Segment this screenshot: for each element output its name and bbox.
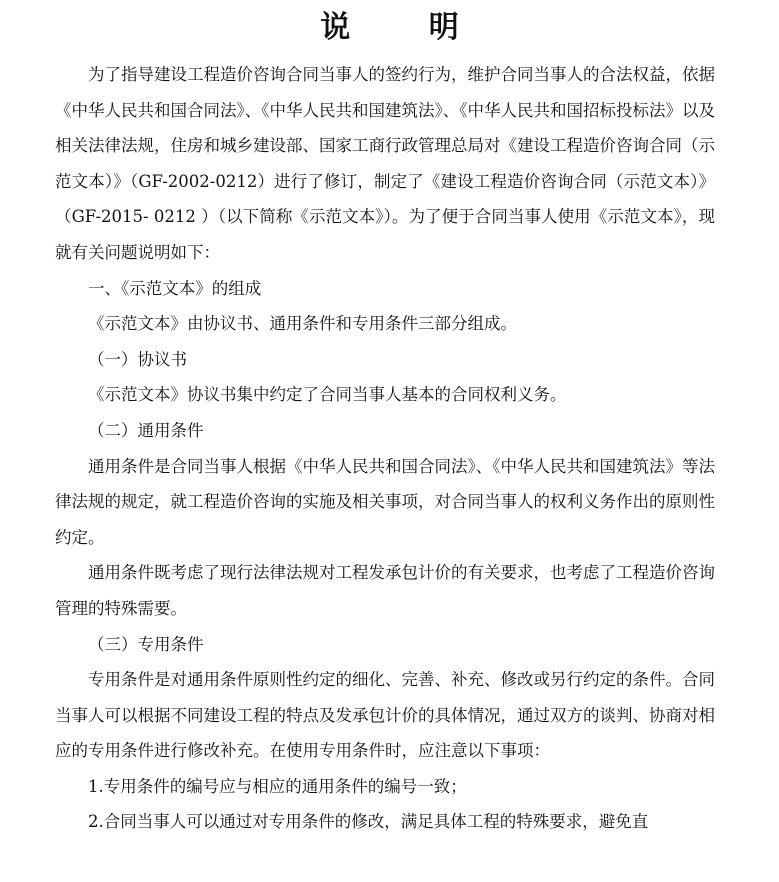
general-conditions-paragraph-1: 通用条件是合同当事人根据《中华人民共和国合同法》、《中华人民共和国建筑法》等法律法规的规定，就工程造价咨询的实施及相关事项，对合同当事人的权利义务作出的原则性约定。 [55, 456, 715, 547]
document-title: 说 明 [320, 10, 493, 45]
general-conditions-paragraph-2: 通用条件既考虑了现行法律法规对工程发承包计价的有关要求，也考虑了工程造价咨询管理的特殊需要。 [55, 563, 715, 618]
subheading-special-conditions: （三）专用条件 [88, 634, 204, 654]
list-item-1: 1.专用条件的编号应与相应的通用条件的编号一致； [88, 776, 467, 796]
intro-paragraph: 为了指导建设工程造价咨询合同当事人的签约行为，维护合同当事人的合法权益，依据《中华人民共和国合同法》、《中华人民共和国建筑法》、《中华人民共和国招标投标法》以及相关法律法规，住房和城乡建设部、国家工商行政管理总局对《建设工程造价咨询合同（示范文本）》（GF-2002-0212）进行了修订，制定了《建设工程造价咨询合同（示范文本）》（GF-2015- 0212 ）（以下简称《示范文本》）。为了便于合同当事人使用《示范文本》，现就有关问题说明如下： [55, 65, 715, 262]
special-conditions-paragraph: 专用条件是对通用条件原则性约定的细化、完善、补充、修改或另行约定的条件。合同当事人可以根据不同建设工程的特点及发承包计价的具体情况，通过双方的谈判、协商对相应的专用条件进行修改补充。在使用专用条件时，应注意以下事项： [55, 670, 715, 761]
composition-paragraph: 《示范文本》由协议书、通用条件和专用条件三部分组成。 [88, 314, 517, 334]
section-heading-composition: 一、《示范文本》的组成 [88, 278, 262, 298]
agreement-paragraph: 《示范文本》协议书集中约定了合同当事人基本的合同权利义务。 [88, 385, 567, 405]
subheading-general-conditions: （二）通用条件 [88, 420, 204, 440]
subheading-agreement: （一）协议书 [88, 349, 187, 369]
document-body [55, 57, 715, 840]
list-item-2: 2.合同当事人可以通过对专用条件的修改，满足具体工程的特殊要求，避免直 [88, 812, 649, 832]
